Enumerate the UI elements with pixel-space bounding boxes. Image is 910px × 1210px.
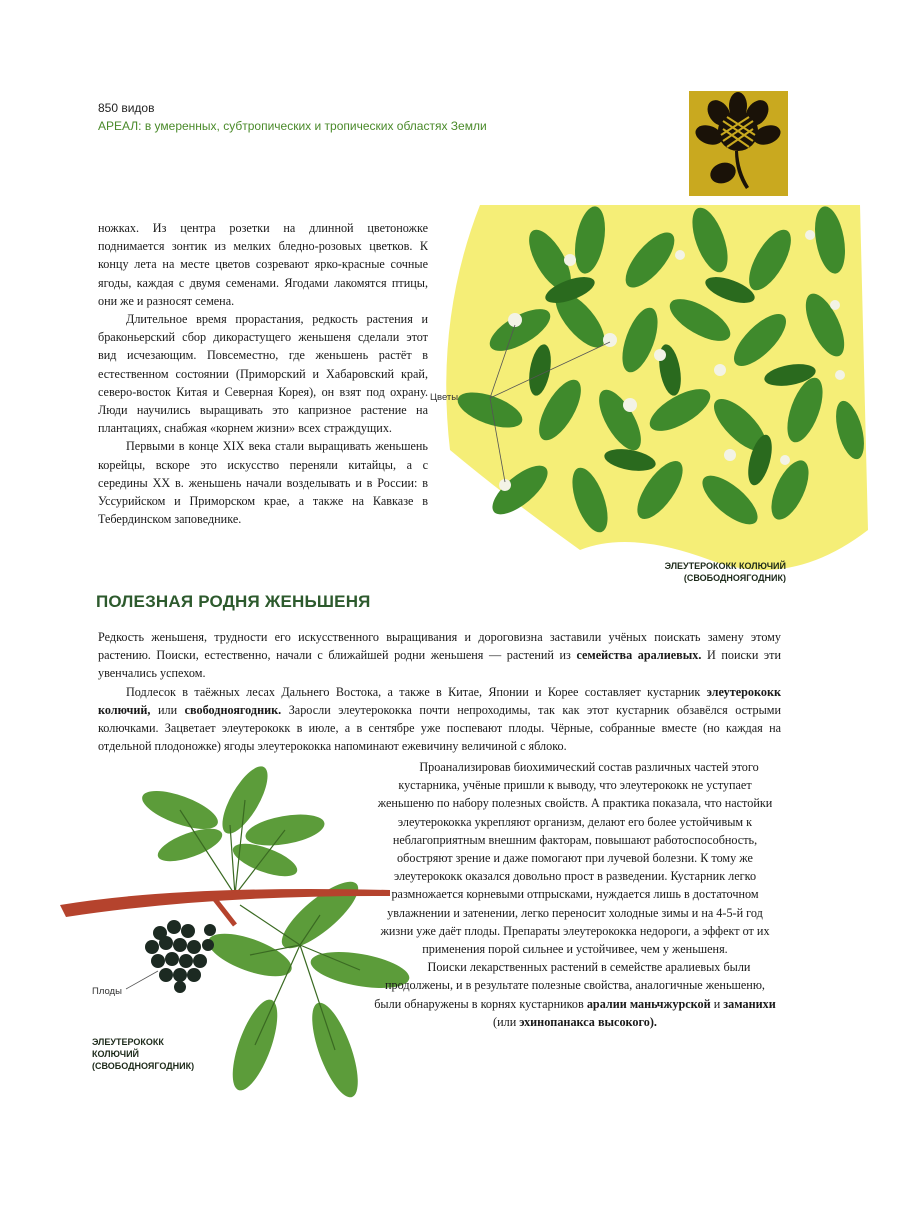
fruits-label: Плоды	[92, 986, 122, 997]
species-count: 850 видов	[98, 101, 155, 115]
right-text-column	[370, 758, 780, 1031]
paragraph: Поиски лекарственных растений в семействе аралиевых были продолжены, и в результате полезные свойства, аналогичные женьшеню, были обнаружены в корнях кустарников аралии маньчжурской и заманихи (или эхинопанакса высокого).	[374, 960, 776, 1029]
section-heading: ПОЛЕЗНАЯ РОДНЯ ЖЕНЬШЕНЯ	[96, 592, 371, 611]
paragraph: Первыми в конце XIX века стали выращивать женьшень корейцы, вскоре это искусство переняли китайцы, а с середины XX в. женьшень начали возделывать и в России: в Уссурийском и Приморском крае, а также на Кавказе в Тебердинском заповеднике.	[98, 439, 428, 527]
paragraph: Редкость женьшеня, трудности его искусственного выращивания и дороговизна заставили учёных поискать замену этому растению. Поиски, естественно, начали с ближайшей родни женьшеня — растений из семейства аралиевых. И поиски эти увенчались успехом.	[98, 630, 781, 681]
bottom-illustration-caption	[92, 1036, 242, 1072]
paragraph: Длительное время прорастания, редкость растения и браконьерский сбор дикорастущего женьшеня сделали этот вид исчезающим. Повсеместно, где женьшень растёт в естественном состоянии (Приморский и Хабаровский край, северо-восток Китая и Северная Корея), он взят под охрану. Люди научились выращивать это капризное растение на плантациях, снабжая «корнем жизни» всех страждущих.	[98, 312, 428, 436]
caption-line: ЭЛЕУТЕРОКОКК	[92, 1037, 164, 1047]
left-text-column	[98, 219, 428, 528]
top-illustration-caption	[636, 560, 786, 584]
shrub-flowers-illustration	[430, 200, 870, 600]
range-line: АРЕАЛ: в умеренных, субтропических и тропических областях Земли	[98, 119, 487, 133]
paragraph: Проанализировав биохимический состав различных частей этого кустарника, учёные пришли к выводу, что элеутерококк не уступает женьшеню по набору полезных свойств. А практика показала, что настойки элеутерококка укрепляют организм, делают его более устойчивым к неблагоприятным внешним факторам, повышают работоспособность, обостряют зрение и даже помогают при лучевой болезни. К тому же элеутерококк оказался довольно прост в разведении. Кустарник легко размножается корневыми отпрысками, нуждается лишь в достаточном увлажнении и затенении, легко переносит холодные зимы и на 4-5-й год жизни уже даёт плоды. Препараты элеутерококка недороги, а эффект от их применения порой сильнее и устойчивее, чем у женьшеня.	[377, 760, 773, 957]
ginseng-leaf-icon	[689, 91, 788, 196]
paragraph: ножках. Из центра розетки на длинной цветоножке поднимается зонтик из мелких бледно-розовых цветков. К концу лета на месте цветов созревают ярко-красные сочные ягоды, каждая с двумя семенами. Ягодами лакомятся птицы, они же и разносят семена.	[98, 221, 428, 308]
full-width-text	[98, 628, 781, 755]
caption-line: (СВОБОДНОЯГОДНИК)	[683, 573, 786, 583]
caption-line: КОЛЮЧИЙ	[92, 1049, 140, 1059]
paragraph: Подлесок в таёжных лесах Дальнего Востока, а также в Китае, Японии и Корее составляет кустарник элеутерококк колючий, или свободноягодник. Заросли элеутерококка почти непроходимы, так как этот кустарник обзавёлся острыми колючками. Зацветает элеутерококк в июле, а в сентябре уже поспевают плоды. Чёрные, собранные вместе (но каждая на отдельной плодоножке) ягоды элеутерококка напоминают ежевичину величиной с яблоко.	[98, 684, 781, 754]
caption-line: ЭЛЕУТЕРОКОКК КОЛЮЧИЙ	[664, 561, 786, 571]
flowers-label: Цветы	[430, 392, 459, 403]
section-emblem	[689, 91, 788, 196]
caption-line: (СВОБОДНОЯГОДНИК)	[92, 1061, 195, 1071]
